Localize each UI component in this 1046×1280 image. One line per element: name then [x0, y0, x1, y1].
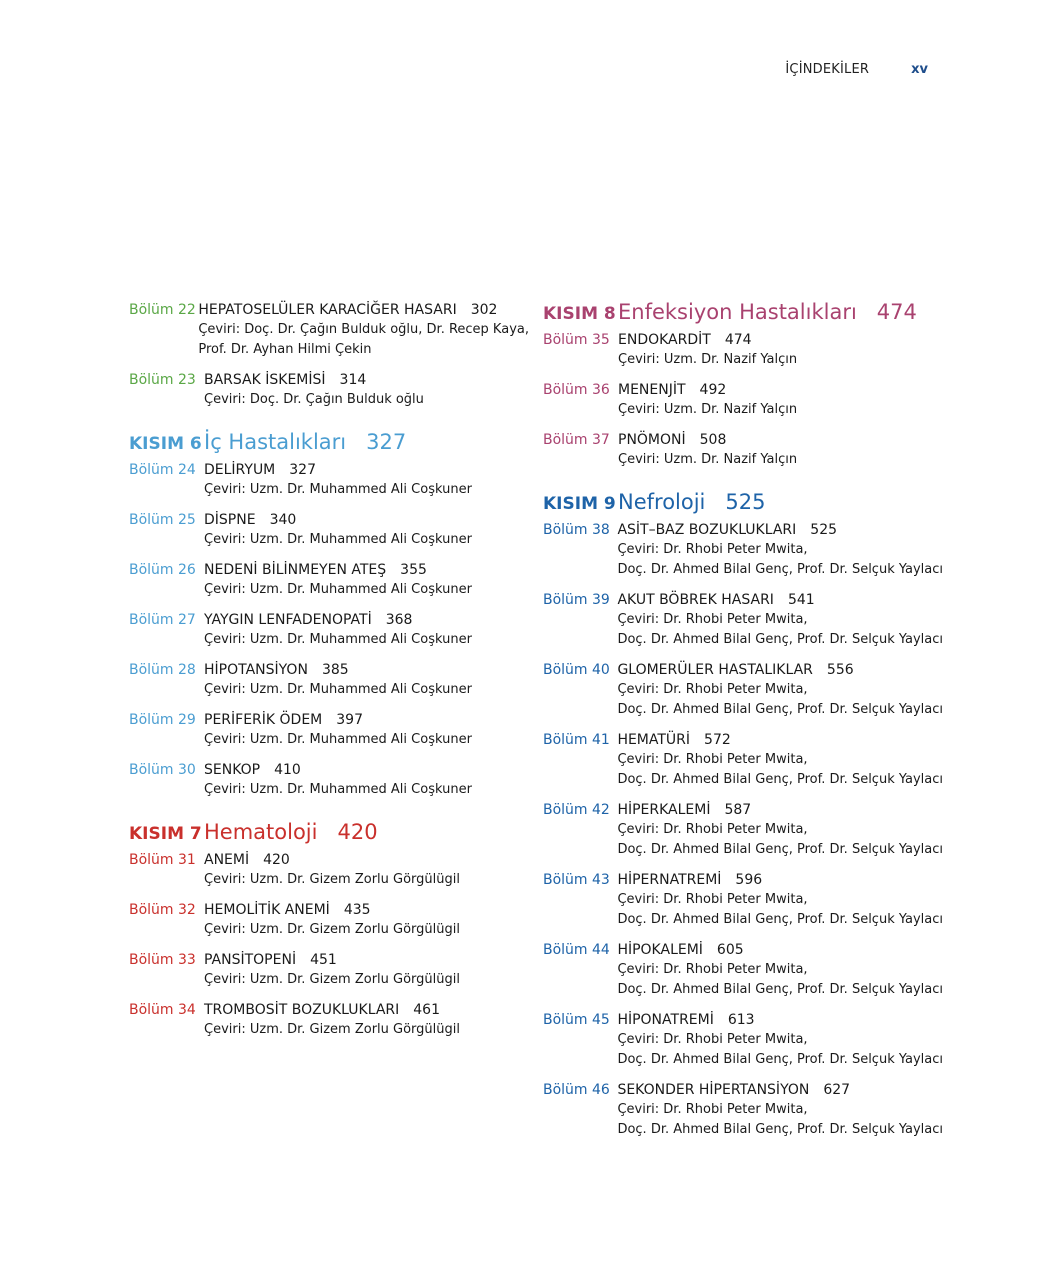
chapter-credit: Çeviri: Dr. Rhobi Peter Mwita,: [617, 962, 808, 977]
chapter-title: DELİRYUM: [204, 462, 276, 478]
chapter-page: 627: [823, 1082, 851, 1098]
part-title: Hematoloji: [204, 820, 318, 844]
chapter-title-line: [204, 370, 529, 390]
chapter-title-line: [618, 380, 943, 400]
chapter-title: GLOMERÜLER HASTALIKLAR: [617, 662, 813, 678]
chapter-credit: Doç. Dr. Ahmed Bilal Genç, Prof. Dr. Selçuk Yaylacı: [617, 982, 943, 997]
chapter-title-line: [618, 330, 943, 350]
chapter-entry: [543, 520, 943, 580]
chapter-title-line: [617, 660, 943, 680]
chapter-credit: Doç. Dr. Ahmed Bilal Genç, Prof. Dr. Selçuk Yaylacı: [617, 1122, 943, 1137]
chapter-entry: [543, 870, 943, 930]
chapter-title: DİSPNE: [204, 512, 256, 528]
chapter-label: Bölüm 38: [543, 522, 610, 538]
chapter-title: HEPATOSELÜLER KARACİĞER HASARI: [198, 302, 457, 318]
chapter-page: 587: [724, 802, 752, 818]
page-number: xv: [911, 62, 928, 77]
chapter-page: 368: [385, 612, 413, 628]
chapter-page: 525: [810, 522, 838, 538]
chapter-title-line: [617, 1010, 943, 1030]
chapter-entry: [543, 940, 943, 1000]
chapter-title: ENDOKARDİT: [618, 332, 711, 348]
chapter-body: [618, 380, 943, 420]
chapter-label: Bölüm 32: [129, 902, 196, 918]
chapter-body: [204, 460, 529, 500]
running-header-title: İÇİNDEKİLER: [785, 62, 870, 77]
chapter-body: [618, 430, 943, 470]
chapter-page: 340: [269, 512, 297, 528]
chapter-page: 541: [787, 592, 815, 608]
chapter-credit: Doç. Dr. Ahmed Bilal Genç, Prof. Dr. Selçuk Yaylacı: [617, 702, 943, 717]
chapter-label: Bölüm 33: [129, 952, 196, 968]
chapter-entry: [129, 660, 529, 700]
chapter-page: 605: [716, 942, 744, 958]
chapter-title: ASİT–BAZ BOZUKLUKLARI: [617, 522, 797, 538]
chapter-label: Bölüm 42: [543, 802, 610, 818]
chapter-label: Bölüm 45: [543, 1012, 610, 1028]
chapter-label: Bölüm 31: [129, 852, 196, 868]
chapter-entry: [129, 760, 529, 800]
chapter-credit: Çeviri: Dr. Rhobi Peter Mwita,: [617, 612, 808, 627]
part-label: KISIM 7: [129, 824, 202, 844]
chapter-credit: Çeviri: Uzm. Dr. Nazif Yalçın: [618, 452, 798, 467]
chapter-title-line: [617, 800, 943, 820]
chapter-entry: [129, 850, 529, 890]
chapter-title-line: [204, 950, 529, 970]
chapter-page: 572: [704, 732, 731, 748]
chapter-credit: Çeviri: Uzm. Dr. Nazif Yalçın: [618, 352, 798, 367]
chapter-credit: Çeviri: Uzm. Dr. Gizem Zorlu Görgülügil: [204, 922, 460, 937]
chapter-credit: Çeviri: Dr. Rhobi Peter Mwita,: [617, 892, 808, 907]
running-header: [785, 62, 928, 77]
chapter-title-line: [204, 760, 529, 780]
chapter-body: [617, 1010, 943, 1070]
chapter-page: 327: [289, 462, 316, 478]
chapter-entry: [543, 330, 943, 370]
chapter-credit: Çeviri: Uzm. Dr. Muhammed Ali Coşkuner: [204, 532, 472, 547]
chapter-label: Bölüm 39: [543, 592, 610, 608]
chapter-title-line: [617, 1080, 943, 1100]
chapter-entry: [543, 1010, 943, 1070]
chapter-page: 355: [400, 562, 427, 578]
chapter-credit: Doç. Dr. Ahmed Bilal Genç, Prof. Dr. Selçuk Yaylacı: [617, 1052, 943, 1067]
part-label: KISIM 6: [129, 434, 202, 454]
chapter-credit: Doç. Dr. Ahmed Bilal Genç, Prof. Dr. Selçuk Yaylacı: [617, 842, 943, 857]
chapter-title-line: [617, 730, 943, 750]
chapter-label: Bölüm 41: [543, 732, 610, 748]
chapter-title: MENENJİT: [618, 382, 686, 398]
chapter-label: Bölüm 23: [129, 372, 196, 388]
chapter-entry: [129, 370, 529, 410]
part-title: Enfeksiyon Hastalıkları: [618, 300, 857, 324]
part-heading: [543, 490, 943, 514]
chapter-entry: [543, 660, 943, 720]
chapter-body: [204, 900, 529, 940]
chapter-page: 385: [321, 662, 349, 678]
chapter-entry: [543, 730, 943, 790]
chapter-credit: Doç. Dr. Ahmed Bilal Genç, Prof. Dr. Selçuk Yaylacı: [617, 632, 943, 647]
chapter-credit: Çeviri: Doç. Dr. Çağın Bulduk oğlu, Dr. Recep Kaya,: [198, 322, 529, 337]
chapter-label: Bölüm 28: [129, 662, 196, 678]
chapter-page: 410: [274, 762, 301, 778]
chapter-credit: Doç. Dr. Ahmed Bilal Genç, Prof. Dr. Selçuk Yaylacı: [617, 562, 943, 577]
chapter-title-line: [617, 940, 943, 960]
chapter-label: Bölüm 22: [129, 302, 196, 318]
chapter-page: 474: [724, 332, 752, 348]
chapter-credit: Çeviri: Uzm. Dr. Muhammed Ali Coşkuner: [204, 782, 472, 797]
chapter-title-line: [204, 510, 529, 530]
chapter-entry: [129, 710, 529, 750]
chapter-body: [204, 660, 529, 700]
chapter-title-line: [617, 870, 943, 890]
chapter-page: 435: [343, 902, 371, 918]
chapter-credit: Çeviri: Doç. Dr. Çağın Bulduk oğlu: [204, 392, 424, 407]
chapter-title-line: [204, 710, 529, 730]
chapter-entry: [543, 380, 943, 420]
chapter-body: [617, 870, 943, 930]
chapter-credit: Doç. Dr. Ahmed Bilal Genç, Prof. Dr. Selçuk Yaylacı: [617, 912, 943, 927]
chapter-label: Bölüm 36: [543, 382, 610, 398]
part-heading: [129, 430, 529, 454]
chapter-entry: [129, 610, 529, 650]
chapter-title: ANEMİ: [204, 852, 250, 868]
chapter-body: [618, 330, 943, 370]
chapter-label: Bölüm 27: [129, 612, 196, 628]
part-page: 420: [337, 820, 378, 844]
chapter-page: 492: [699, 382, 727, 398]
chapter-title-line: [204, 610, 529, 630]
chapter-title: HEMOLİTİK ANEMİ: [204, 902, 330, 918]
part-page: 525: [725, 490, 766, 514]
chapter-credit: Çeviri: Dr. Rhobi Peter Mwita,: [617, 822, 808, 837]
chapter-label: Bölüm 44: [543, 942, 610, 958]
chapter-credit: Çeviri: Uzm. Dr. Muhammed Ali Coşkuner: [204, 682, 472, 697]
chapter-title: HEMATÜRİ: [617, 732, 691, 748]
chapter-title-line: [204, 900, 529, 920]
chapter-page: 613: [727, 1012, 755, 1028]
chapter-label: Bölüm 29: [129, 712, 196, 728]
chapter-body: [617, 800, 943, 860]
chapter-body: [617, 660, 943, 720]
chapter-body: [204, 850, 529, 890]
chapter-credit: Çeviri: Uzm. Dr. Muhammed Ali Coşkuner: [204, 582, 472, 597]
chapter-title: HİPERNATREMİ: [617, 872, 722, 888]
chapter-label: Bölüm 24: [129, 462, 196, 478]
chapter-body: [204, 1000, 529, 1040]
chapter-title: PANSİTOPENİ: [204, 952, 297, 968]
chapter-entry: [129, 510, 529, 550]
chapter-body: [617, 1080, 943, 1140]
chapter-entry: [543, 590, 943, 650]
chapter-entry: [129, 560, 529, 600]
chapter-page: 314: [339, 372, 367, 388]
chapter-credit: Çeviri: Dr. Rhobi Peter Mwita,: [617, 1032, 808, 1047]
chapter-body: [204, 710, 529, 750]
chapter-page: 461: [413, 1002, 440, 1018]
chapter-credit: Çeviri: Dr. Rhobi Peter Mwita,: [617, 682, 808, 697]
chapter-title-line: [198, 300, 529, 320]
chapter-title-line: [204, 560, 529, 580]
chapter-title: HİPOKALEMİ: [617, 942, 703, 958]
chapter-title: YAYGIN LENFADENOPATİ: [204, 612, 372, 628]
chapter-label: Bölüm 35: [543, 332, 610, 348]
chapter-page: 302: [470, 302, 498, 318]
chapter-credit: Çeviri: Uzm. Dr. Gizem Zorlu Görgülügil: [204, 972, 460, 987]
chapter-entry: [129, 900, 529, 940]
chapter-credit: Çeviri: Uzm. Dr. Gizem Zorlu Görgülügil: [204, 872, 460, 887]
chapter-body: [617, 730, 943, 790]
chapter-title: HİPERKALEMİ: [617, 802, 711, 818]
chapter-title-line: [617, 520, 943, 540]
chapter-list: [129, 300, 529, 410]
chapter-list: [543, 330, 943, 470]
chapter-list: [543, 520, 943, 1140]
chapter-title: PERİFERİK ÖDEM: [204, 712, 323, 728]
chapter-page: 508: [699, 432, 727, 448]
chapter-label: Bölüm 26: [129, 562, 196, 578]
chapter-label: Bölüm 34: [129, 1002, 196, 1018]
chapter-label: Bölüm 30: [129, 762, 196, 778]
chapter-body: [198, 300, 529, 360]
chapter-title-line: [204, 660, 529, 680]
chapter-title-line: [618, 430, 943, 450]
part-page: 474: [876, 300, 917, 324]
chapter-entry: [129, 950, 529, 990]
chapter-credit: Doç. Dr. Ahmed Bilal Genç, Prof. Dr. Selçuk Yaylacı: [617, 772, 943, 787]
chapter-page: 556: [826, 662, 854, 678]
chapter-credit: Çeviri: Dr. Rhobi Peter Mwita,: [617, 752, 808, 767]
chapter-title: AKUT BÖBREK HASARI: [617, 592, 774, 608]
chapter-title: NEDENİ BİLİNMEYEN ATEŞ: [204, 562, 387, 578]
chapter-body: [204, 760, 529, 800]
chapter-entry: [129, 300, 529, 360]
chapter-entry: [129, 1000, 529, 1040]
chapter-body: [204, 560, 529, 600]
chapter-entry: [129, 460, 529, 500]
chapter-title: BARSAK İSKEMİSİ: [204, 372, 326, 388]
chapter-page: 451: [310, 952, 337, 968]
part-title: İç Hastalıkları: [204, 430, 347, 454]
left-column: [129, 300, 529, 1050]
chapter-title: TROMBOSİT BOZUKLUKLARI: [204, 1002, 400, 1018]
chapter-title: HİPONATREMİ: [617, 1012, 714, 1028]
chapter-label: Bölüm 40: [543, 662, 610, 678]
chapter-credit: Çeviri: Uzm. Dr. Muhammed Ali Coşkuner: [204, 732, 472, 747]
part-label: KISIM 9: [543, 494, 616, 514]
chapter-entry: [543, 1080, 943, 1140]
chapter-title: HİPOTANSİYON: [204, 662, 308, 678]
chapter-body: [204, 950, 529, 990]
chapter-credit: Prof. Dr. Ayhan Hilmi Çekin: [198, 342, 372, 357]
part-title: Nefroloji: [618, 490, 706, 514]
right-column: [543, 300, 943, 1150]
chapter-entry: [543, 430, 943, 470]
part-heading: [543, 300, 943, 324]
chapter-label: Bölüm 46: [543, 1082, 610, 1098]
part-heading: [129, 820, 529, 844]
chapter-body: [617, 590, 943, 650]
chapter-label: Bölüm 37: [543, 432, 610, 448]
chapter-body: [204, 610, 529, 650]
part-page: 327: [366, 430, 407, 454]
chapter-body: [204, 510, 529, 550]
chapter-credit: Çeviri: Uzm. Dr. Nazif Yalçın: [618, 402, 798, 417]
chapter-title-line: [204, 850, 529, 870]
chapter-body: [204, 370, 529, 410]
chapter-page: 420: [263, 852, 290, 868]
chapter-list: [129, 460, 529, 800]
chapter-credit: Çeviri: Dr. Rhobi Peter Mwita,: [617, 542, 808, 557]
chapter-title: SEKONDER HİPERTANSİYON: [617, 1082, 810, 1098]
chapter-credit: Çeviri: Uzm. Dr. Muhammed Ali Coşkuner: [204, 482, 472, 497]
chapter-list: [129, 850, 529, 1040]
chapter-credit: Çeviri: Dr. Rhobi Peter Mwita,: [617, 1102, 808, 1117]
chapter-body: [617, 940, 943, 1000]
chapter-title-line: [204, 1000, 529, 1020]
chapter-title: PNÖMONİ: [618, 432, 686, 448]
chapter-title: SENKOP: [204, 762, 261, 778]
chapter-title-line: [617, 590, 943, 610]
chapter-entry: [543, 800, 943, 860]
chapter-body: [617, 520, 943, 580]
chapter-page: 397: [336, 712, 363, 728]
chapter-label: Bölüm 43: [543, 872, 610, 888]
chapter-credit: Çeviri: Uzm. Dr. Muhammed Ali Coşkuner: [204, 632, 472, 647]
chapter-page: 596: [735, 872, 763, 888]
chapter-label: Bölüm 25: [129, 512, 196, 528]
chapter-credit: Çeviri: Uzm. Dr. Gizem Zorlu Görgülügil: [204, 1022, 460, 1037]
part-label: KISIM 8: [543, 304, 616, 324]
chapter-title-line: [204, 460, 529, 480]
